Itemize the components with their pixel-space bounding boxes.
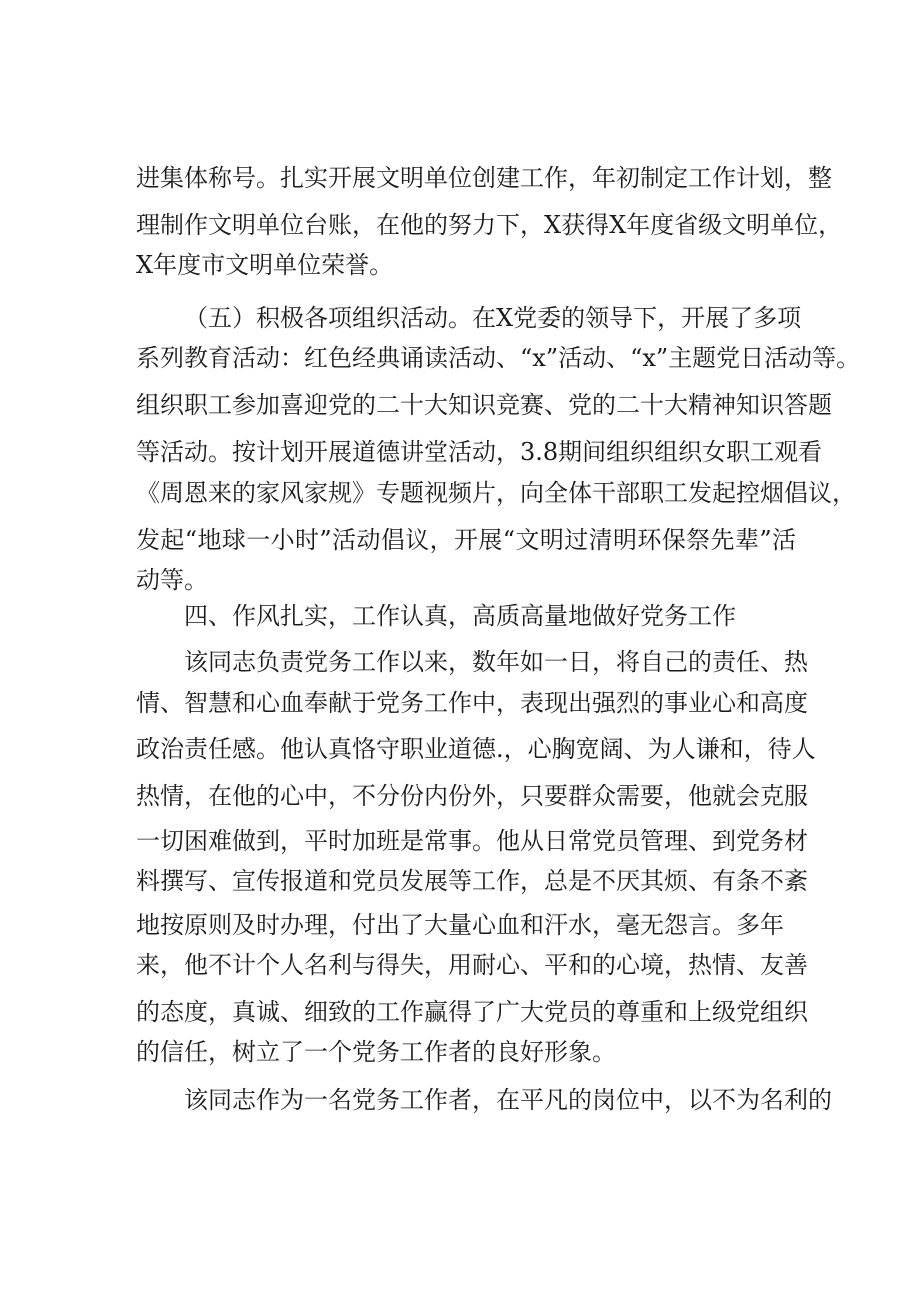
text-line: 等活动。按计划开展道德讲堂活动，3.8期间组织组织女职工观看 xyxy=(136,438,823,466)
text-line: 动等。 xyxy=(136,566,208,594)
text-line: 一切困难做到，平时加班是常事。他从日常党员管理、到党务材 xyxy=(136,827,808,855)
text-line: 进集体称号。扎实开展文明单位创建工作，年初制定工作计划，整 xyxy=(136,164,832,192)
text-line: 料撰写、宣传报道和党员发展等工作，总是不厌其烦、有条不紊 xyxy=(136,867,808,895)
text-line: 发起“地球一小时”活动倡议，开展“文明过清明环保祭先辈”活 xyxy=(136,526,796,554)
text-line: X年度市文明单位荣誉。 xyxy=(136,251,394,279)
text-line: 来，他不计个人名利与得失，用耐心、平和的心境，热情、友善 xyxy=(136,951,808,979)
text-line: 《周恩来的家风家规》专题视频片，向全体干部职工发起控烟倡议， xyxy=(136,479,856,507)
text-line: 该同志作为一名党务工作者，在平凡的岗位中，以不为名利的 xyxy=(184,1086,832,1114)
text-line: 系列教育活动：红色经典诵读活动、“x”活动、“x”主题党日活动等。 xyxy=(136,344,861,372)
text-line: 理制作文明单位台账，在他的努力下，X获得X年度省级文明单位， xyxy=(136,211,843,239)
text-line: 热情，在他的心中，不分份内份外，只要群众需要，他就会克服 xyxy=(136,782,808,810)
text-line: 组织职工参加喜迎党的二十大知识竞赛、党的二十大精神知识答题 xyxy=(136,391,832,419)
text-line: 该同志负责党务工作以来，数年如一日，将自己的责任、热 xyxy=(184,648,808,676)
text-line: 的态度，真诚、细致的工作赢得了广大党员的尊重和上级党组织 xyxy=(136,998,808,1026)
text-line: 情、智慧和心血奉献于党务工作中，表现出强烈的事业心和高度 xyxy=(136,689,808,717)
text-line: 四、作风扎实，工作认真，高质高量地做好党务工作 xyxy=(184,602,736,630)
text-line: 地按原则及时办理，付出了大量心血和汗水，毫无怨言。多年 xyxy=(136,911,784,939)
text-line: 政治责任感。他认真恪守职业道德.，心胸宽阔、为人谦和，待人 xyxy=(136,735,816,763)
text-line: 的信任，树立了一个党务工作者的良好形象。 xyxy=(136,1038,616,1066)
text-line: （五）积极各项组织活动。在X党委的领导下，开展了多项 xyxy=(184,304,802,332)
